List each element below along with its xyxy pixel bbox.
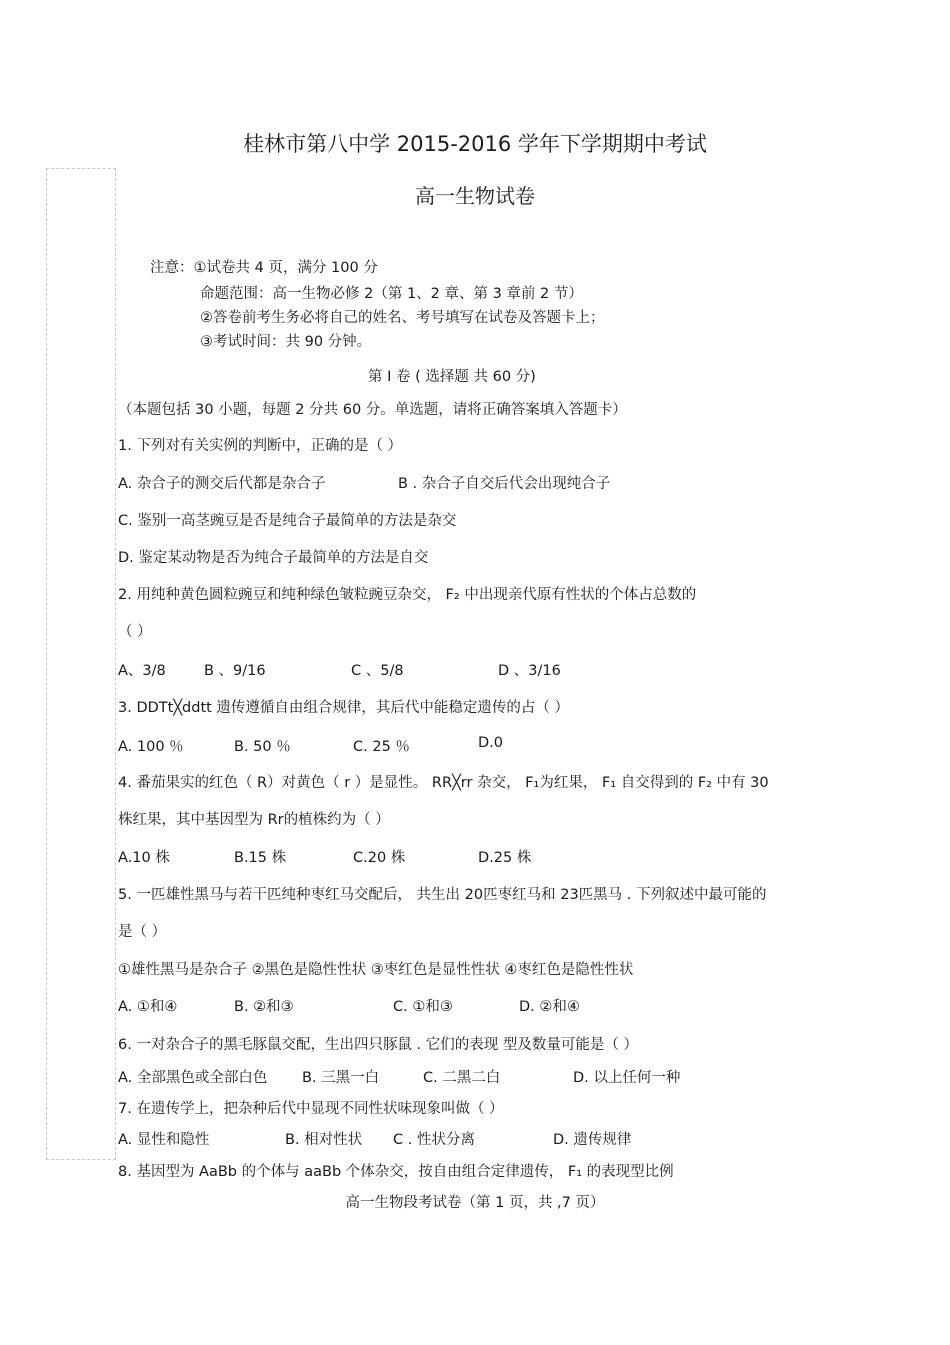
question-3-option-a: A. 100 ％ xyxy=(118,739,184,755)
question-5-statements: ①雄性黑马是杂合子 ②黑色是隐性性状 ③枣红色是显性性状 ④枣红色是隐性性状 xyxy=(118,962,634,978)
binding-line xyxy=(46,168,116,1160)
question-4-option-d: D.25 株 xyxy=(478,850,532,866)
question-3-option-c: C. 25 ％ xyxy=(353,739,410,755)
question-1-option-a: A. 杂合子的测交后代都是杂合子 xyxy=(118,476,326,492)
question-7-option-a: A. 显性和隐性 xyxy=(118,1132,210,1148)
section-heading: 第 I 卷 ( 选择题 共 60 分) xyxy=(368,369,536,385)
question-4-option-c: C.20 株 xyxy=(353,850,406,866)
question-6-option-b: B. 三黑一白 xyxy=(302,1070,380,1086)
question-1-option-c: C. 鉴别一高茎豌豆是否是纯合子最简单的方法是杂交 xyxy=(118,513,457,529)
question-5-option-b: B. ②和③ xyxy=(234,999,294,1015)
question-2-stem-cont: （ ） xyxy=(118,624,152,640)
question-7-option-b: B. 相对性状 xyxy=(285,1132,363,1148)
question-6-option-a: A. 全部黑色或全部白色 xyxy=(118,1070,268,1086)
question-2-option-c: C 、5/8 xyxy=(351,663,404,679)
question-4-option-b: B.15 株 xyxy=(234,850,287,866)
question-1-option-b: B . 杂合子自交后代会出现纯合子 xyxy=(398,476,611,492)
note-line-1: 注意：①试卷共 4 页，满分 100 分 xyxy=(150,260,378,276)
question-5-option-c: C. ①和③ xyxy=(393,999,453,1015)
question-5-stem: 5. 一匹雄性黑马与若干匹纯种枣红马交配后， 共生出 20匹枣红马和 23匹黑马 . 下列叙述中最可能的 xyxy=(118,887,767,903)
question-2-stem: 2. 用纯种黄色圆粒豌豆和纯种绿色皱粒豌豆杂交， F₂ 中出现亲代原有性状的个体占总数的 xyxy=(118,587,697,603)
question-3-option-d: D.0 xyxy=(478,735,503,751)
question-7-option-d: D. 遗传规律 xyxy=(553,1132,632,1148)
exam-title: 桂林市第八中学 2015-2016 学年下学期期中考试 xyxy=(243,132,707,156)
question-7-option-c: C . 性状分离 xyxy=(393,1132,475,1148)
question-3-option-b: B. 50 ％ xyxy=(234,739,291,755)
question-5-option-d: D. ②和④ xyxy=(519,999,580,1015)
question-4-stem: 4. 番茄果实的红色（ R）对黄色（ r ）是显性。 RR╳rr 杂交， F₁为红果， F₁ 自交得到的 F₂ 中有 30 xyxy=(118,775,769,791)
question-2-option-b: B 、9/16 xyxy=(204,663,266,679)
question-6-option-c: C. 二黑二白 xyxy=(423,1070,501,1086)
question-1-stem: 1. 下列对有关实例的判断中，正确的是（ ） xyxy=(118,438,403,454)
question-5-stem-cont: 是（ ） xyxy=(118,924,167,940)
question-5-option-a: A. ①和④ xyxy=(118,999,178,1015)
question-8-stem: 8. 基因型为 AaBb 的个体与 aaBb 个体杂交，按自由组合定律遗传， F₁ 的表现型比例 xyxy=(118,1164,674,1180)
question-2-option-d: D 、3/16 xyxy=(498,663,561,679)
page-footer: 高一生物段考试卷（第 1 页，共 ,7 页） xyxy=(345,1195,605,1211)
question-2-option-a: A、3/8 xyxy=(118,663,166,679)
question-1-option-d: D. 鉴定某动物是否为纯合子最简单的方法是自交 xyxy=(118,550,429,566)
exam-subtitle: 高一生物试卷 xyxy=(415,184,535,208)
question-6-stem: 6. 一对杂合子的黑毛豚鼠交配，生出四只豚鼠 . 它们的表现 型及数量可能是（ ） xyxy=(118,1037,638,1053)
note-line-3: ②答卷前考生务必将自己的姓名、考号填写在试卷及答题卡上； xyxy=(200,310,605,326)
question-7-stem: 7. 在遗传学上，把杂种后代中显现不同性状味现象叫做（ ） xyxy=(118,1101,504,1117)
question-4-stem-cont: 株红果，其中基因型为 Rr的植株约为（ ） xyxy=(118,812,390,828)
section-instruction: （本题包括 30 小题，每题 2 分共 60 分。单选题，请将正确答案填入答题卡） xyxy=(118,402,627,418)
question-6-option-d: D. 以上任何一种 xyxy=(573,1070,681,1086)
question-4-option-a: A.10 株 xyxy=(118,850,170,866)
note-line-2: 命题范围：高一生物必修 2（第 1、2 章、第 3 章前 2 节） xyxy=(200,286,583,302)
question-3-stem: 3. DDTt╳ddtt 遗传遵循自由组合规律，其后代中能稳定遗传的占（ ） xyxy=(118,700,570,716)
note-line-4: ③考试时间：共 90 分钟。 xyxy=(200,334,372,350)
